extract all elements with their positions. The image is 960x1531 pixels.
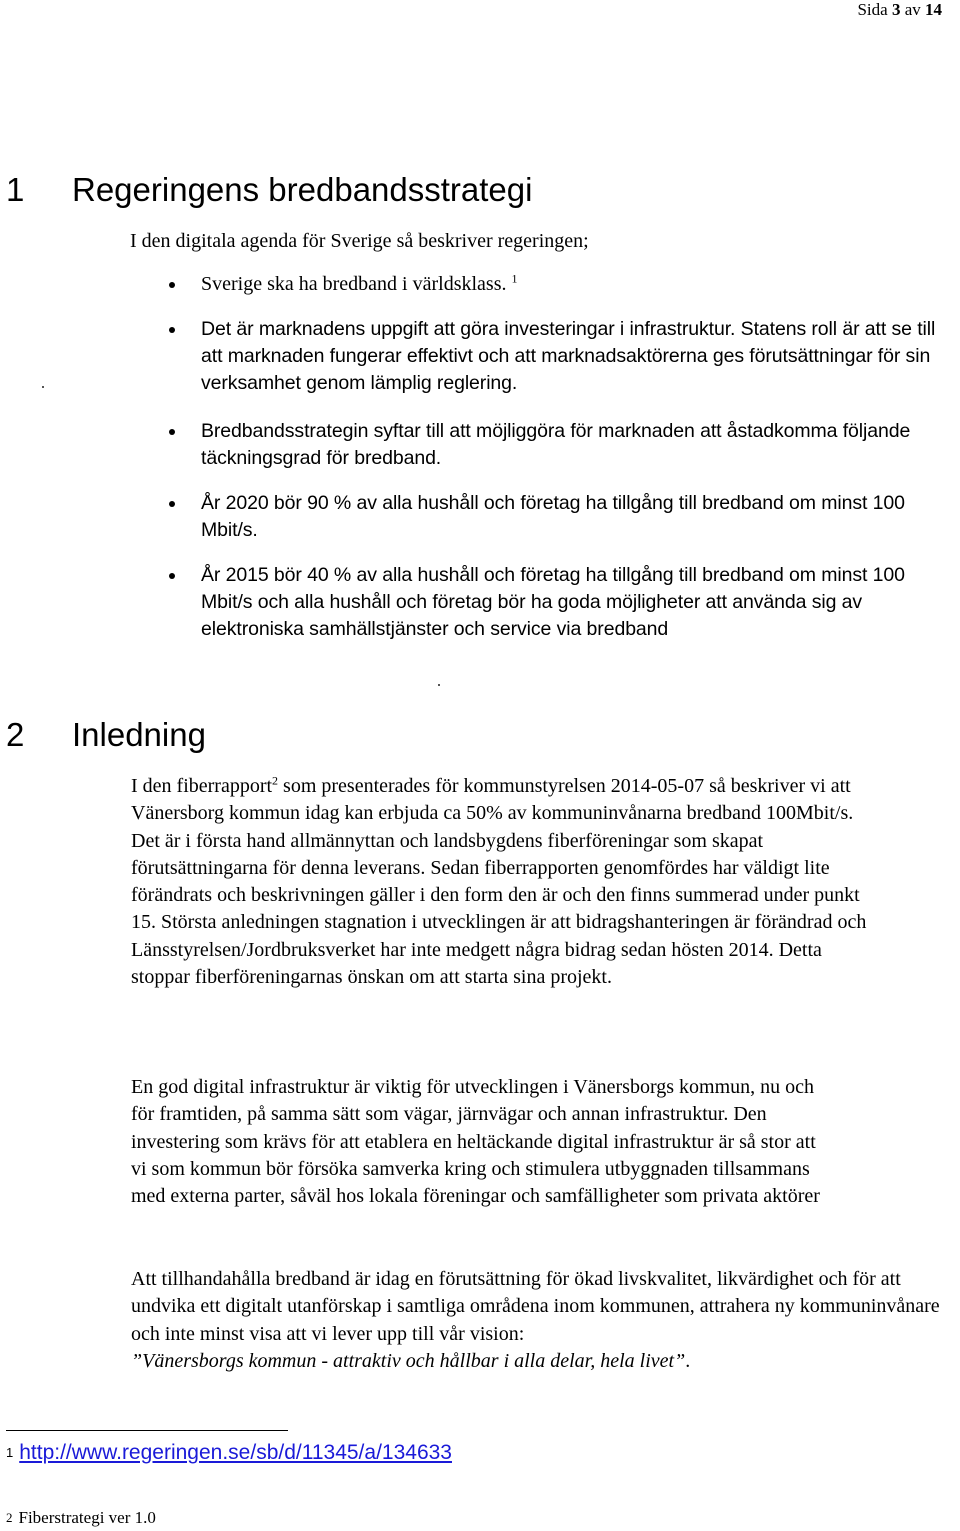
section-1-intro: I den digitala agenda för Sverige så beskriver regeringen; — [130, 230, 589, 252]
section-2-title: Inledning — [72, 716, 206, 753]
intro-paragraph: I den fiberrapport$^2$ som presenterades för kommunstyrelsen 2014-05-07 så beskriver vi att Vänersborg kommun idag kan erbjuda ca 50% av kommuninvånarna bredband 100Mbit/s. Det är i första hand allmännyttan och landsbygdens fiberföreningar som skapat förutsättningarna för denna leverans. Sedan fiberrapporten genomfördes har väldigt lite förändrats och beskrivningen gäller i den form den är och den finns summerad under punkt 15. Största anledningen stagnation i utvecklingen är att bidragshanteringen är förändrad och Länsstyrelsen/Jordbruksverket har inte medgett några bidrag sedan hösten 2014. Detta stoppar fiberföreningarnas önskan om att starta sina projekt. — [131, 773, 867, 989]
list-item: Bredbandsstrategin syftar till att möjliggöra för marknaden att åstadkomma följande täckningsgrad för bredband. — [201, 418, 941, 472]
bullet-icon — [169, 501, 175, 507]
bullet-icon — [169, 282, 175, 288]
footnote-link[interactable]: http://www.regeringen.se/sb/d/11345/a/134633 — [19, 1441, 452, 1464]
footnote-ref-1[interactable]: 1 — [511, 271, 518, 286]
footnote-1: $^1$ http://www.regeringen.se/sb/d/11345/a/134633 — [6, 1441, 452, 1464]
section-1-number: 1 — [6, 171, 25, 208]
stray-dot — [438, 684, 440, 686]
vision-quote: ”Vänersborgs kommun - attraktiv och hållbar i alla delar, hela livet” — [131, 1349, 686, 1372]
list-item: Det är marknadens uppgift att göra investeringar i infrastruktur. Statens roll är att se till att marknaden fungerar effektivt och att marknadsaktörerna ges förutsättningar för sin verksamhet genom lämplig reglering. — [201, 316, 941, 397]
footnote-divider — [6, 1430, 288, 1431]
bullet-icon — [169, 327, 175, 333]
bullet-icon — [169, 429, 175, 435]
section-2-number: 2 — [6, 716, 25, 753]
section-2-heading — [6, 715, 206, 755]
section-1-title: Regeringens bredbandsstrategi — [72, 171, 533, 208]
vision-paragraph: Att tillhandahålla bredband är idag en förutsättning för ökad livskvalitet, likvärdighet och för att undvika ett digitalt utanförskap i samtliga områdena inom kommunen, attrahera ny kommuninvånare och inte minst visa att vi lever upp till vår vision: ”Vänersborgs kommun - attraktiv och hållbar i alla delar, hela livet”. — [131, 1268, 940, 1372]
bullet-icon — [169, 573, 175, 579]
list-item: Sverige ska ha bredband i världsklass. $^1$ — [201, 271, 941, 298]
strategy-bullet-list — [201, 271, 941, 661]
stray-dot — [42, 386, 44, 388]
list-item: År 2020 bör 90 % av alla hushåll och företag ha tillgång till bredband om minst 100 Mbit/s. — [201, 490, 941, 544]
page-number: Sida 3 av 14 — [857, 0, 942, 19]
list-item: År 2015 bör 40 % av alla hushåll och företag ha tillgång till bredband om minst 100 Mbit/s och alla hushåll och företag bör ha goda möjligheter att använda sig av elektroniska samhällstjänster och service via bredband — [201, 562, 941, 643]
footnote-2: $^2$ Fiberstrategi ver 1.0 — [6, 1508, 156, 1527]
footnote-ref-2[interactable]: 2 — [272, 773, 279, 788]
section-1-heading — [6, 170, 532, 210]
infrastructure-paragraph: En god digital infrastruktur är viktig för utvecklingen i Vänersborgs kommun, nu och för framtiden, på samma sätt som vägar, järnvägar och annan infrastruktur. Den investering som krävs för att etablera en heltäckande digital infrastruktur är så stor att vi som kommun bör försöka samverka kring och stimulera utbyggnaden tillsammans med externa parter, såväl hos lokala föreningar och samfälligheter som privata aktörer — [131, 1076, 820, 1208]
